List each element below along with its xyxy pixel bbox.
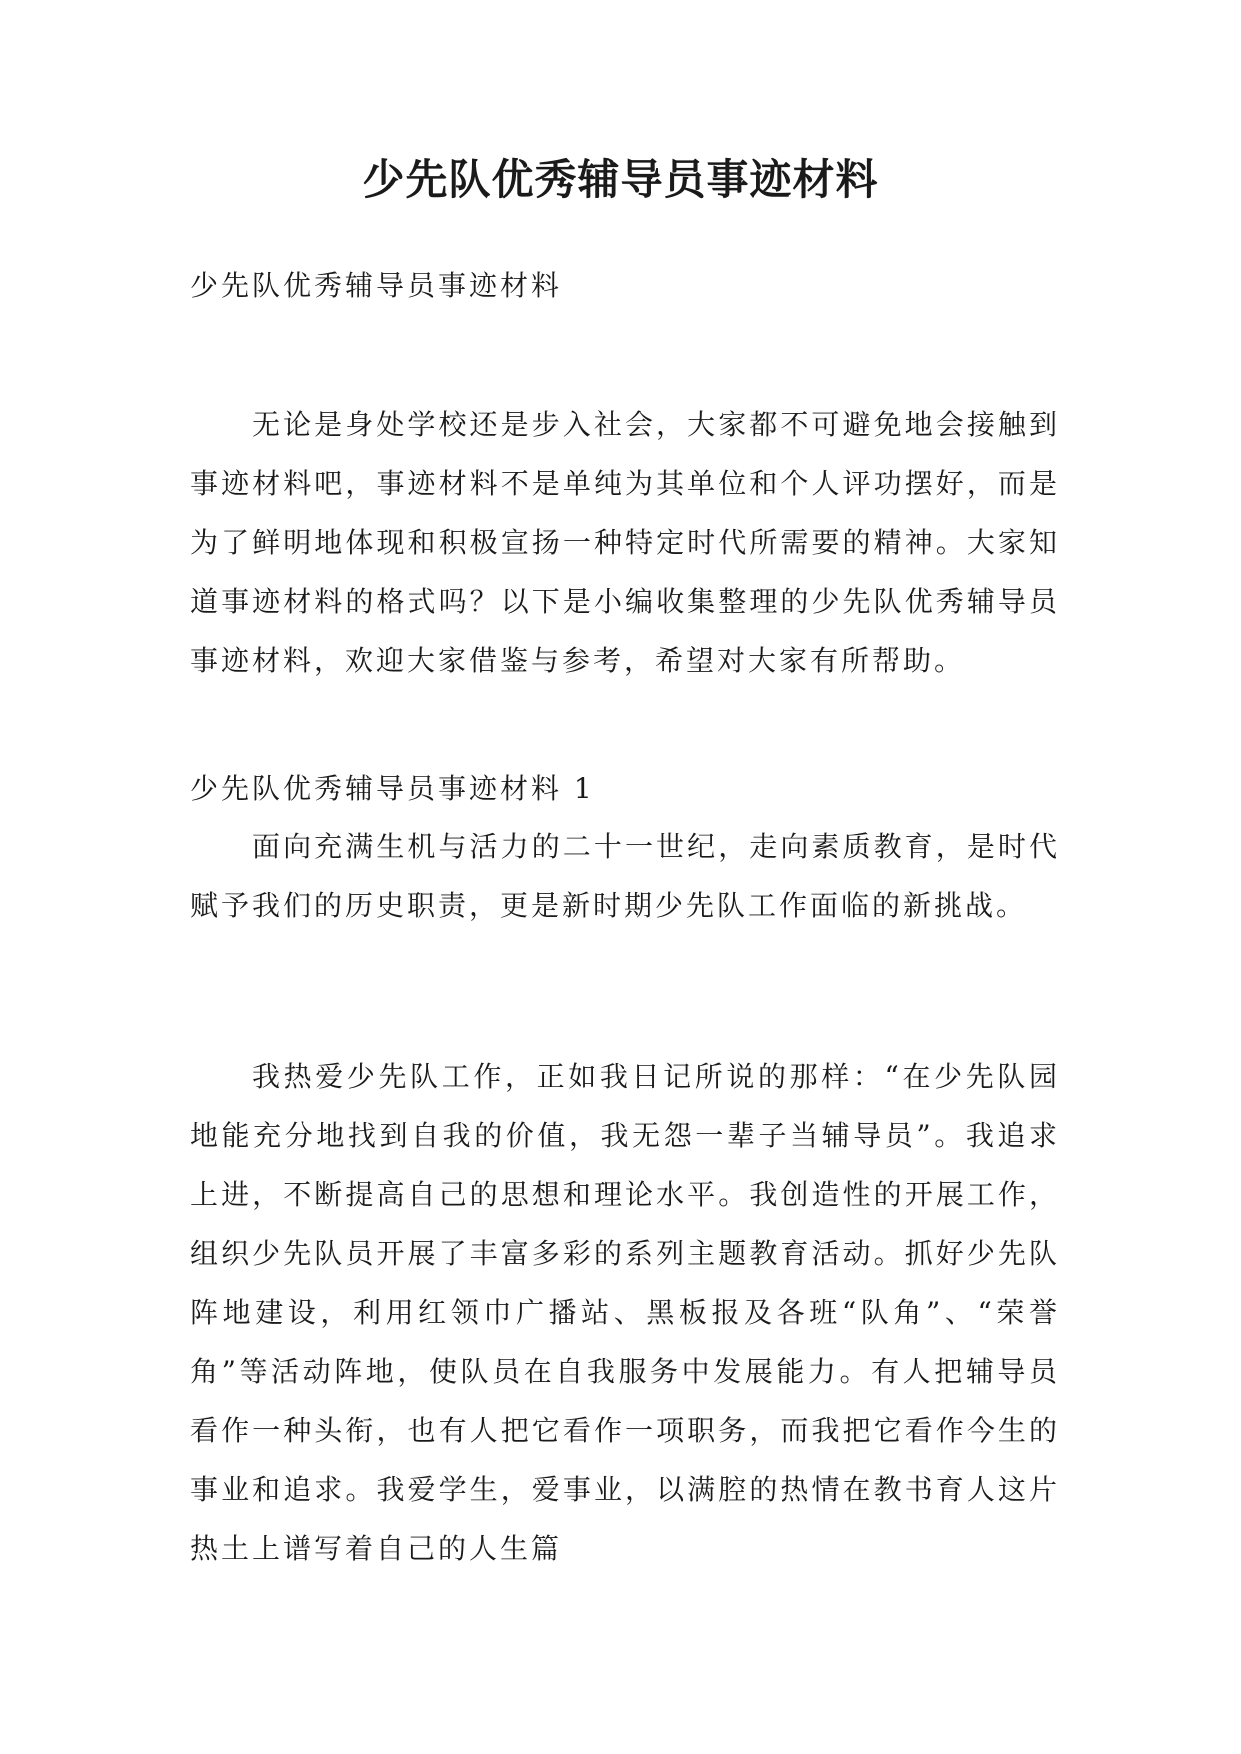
body-paragraph-1: 面向充满生机与活力的二十一世纪，走向素质教育，是时代赋予我们的历史职责，更是新时期少先队工作面临的新挑战。 xyxy=(190,830,1060,922)
intro-paragraph: 无论是身处学校还是步入社会，大家都不可避免地会接触到事迹材料吧，事迹材料不是单纯为其单位和个人评功摆好，而是为了鲜明地体现和积极宣扬一种特定时代所需要的精神。大家知道事迹材料的格式吗？以下是小编收集整理的少先队优秀辅导员事迹材料，欢迎大家借鉴与参考，希望对大家有所帮助。 xyxy=(190,408,1060,677)
body-paragraph-2: 我热爱少先队工作，正如我日记所说的那样：“在少先队园地能充分地找到自我的价值，我无怨一辈子当辅导员”。我追求上进，不断提高自己的思想和理论水平。我创造性的开展工作，组织少先队员开展了丰富多彩的系列主题教育活动。抓好少先队阵地建设，利用红领巾广播站、黑板报及各班“队角”、“荣誉角”等活动阵地，使队员在自我服务中发展能力。有人把辅导员看作一种头衔，也有人把它看作一项职务，而我把它看作今生的事业和追求。我爱学生，爱事业，以满腔的热情在教书育人这片热土上谱写着自己的人生篇 xyxy=(190,1060,1060,1565)
document-title: 少先队优秀辅导员事迹材料 xyxy=(362,155,879,204)
document-subtitle: 少先队优秀辅导员事迹材料 xyxy=(190,269,563,302)
section-heading: 少先队优秀辅导员事迹材料 1 xyxy=(190,772,595,805)
